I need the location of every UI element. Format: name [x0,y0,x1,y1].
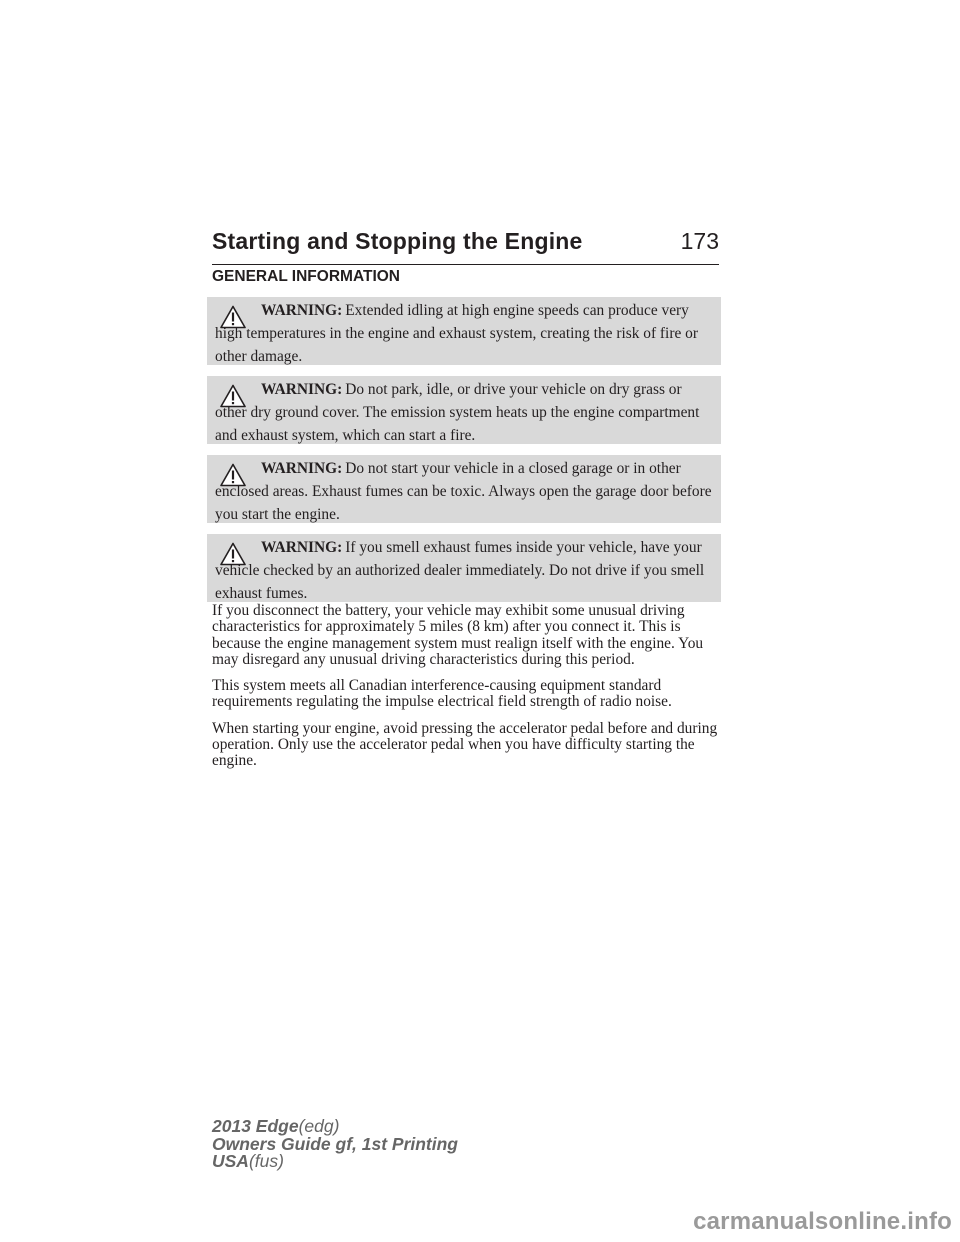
watermark: carmanualsonline.info [693,1208,952,1235]
warning-box [207,534,721,602]
warning-text [215,378,717,447]
footer-model: 2013 Edge [212,1116,299,1136]
warning-body: Extended idling at high engine speeds can produce very high temperatures in the engine and exhaust system, creating the risk of fire or other damage. [215,302,698,365]
body-text [212,603,724,780]
warning-box [207,455,721,523]
document-footer [212,1118,458,1171]
footer-model-code: (edg) [298,1116,340,1136]
footer-guide: Owners Guide gf, 1st Printing [212,1133,458,1154]
paragraph: If you disconnect the battery, your vehicle may exhibit some unusual driving characteristics for approximately 5 miles (8 km) after you connect it. This is because the engine management system must realign itself with the engine. You may disregard any unusual driving characteristics during this period. [212,602,704,668]
warning-text [215,457,717,526]
footer-market: USA [212,1151,249,1171]
page-title: Starting and Stopping the Engine [212,228,583,254]
warnings-list [207,297,721,613]
warning-box [207,376,721,444]
warning-box [207,297,721,365]
footer-line [212,1153,458,1171]
warning-body: Do not park, idle, or drive your vehicle on dry grass or other dry ground cover. The emission system heats up the engine compartment and exhaust system, which can start a fire. [215,381,700,444]
page-header [212,224,719,265]
warning-body: Do not start your vehicle in a closed garage or in other enclosed areas. Exhaust fumes can be toxic. Always open the garage door before you start the engine. [215,460,712,523]
warning-text [215,299,717,368]
warning-label: WARNING: [261,302,343,319]
warning-label: WARNING: [261,460,343,477]
warning-text [215,536,717,605]
footer-market-code: (fus) [248,1151,284,1171]
warning-body: If you smell exhaust fumes inside your vehicle, have your vehicle checked by an authorized dealer immediately. Do not drive if you smell exhaust fumes. [215,539,705,602]
warning-label: WARNING: [261,381,343,398]
section-heading: GENERAL INFORMATION [212,268,401,285]
paragraph: This system meets all Canadian interference-causing equipment standard requirements regulating the impulse electrical field strength of radio noise. [212,677,672,711]
page-number: 173 [680,228,719,254]
warning-label: WARNING: [261,539,343,556]
paragraph: When starting your engine, avoid pressing the accelerator pedal before and during operation. Only use the accelerator pedal when you have difficulty starting the engine. [212,719,718,770]
